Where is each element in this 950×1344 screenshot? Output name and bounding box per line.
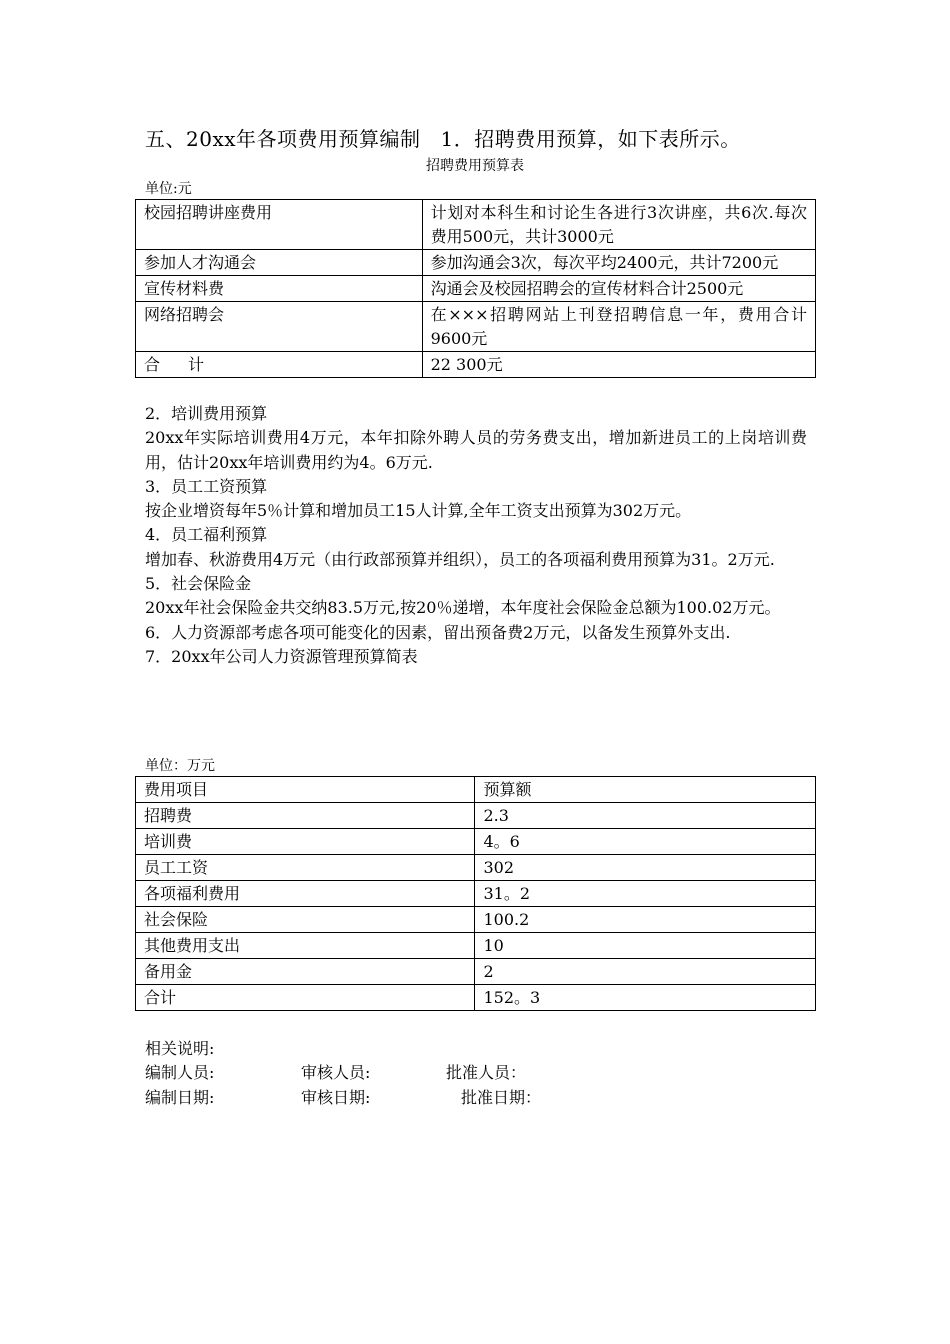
table-cell-item: 备用金	[136, 959, 475, 985]
table-row	[136, 200, 816, 250]
table-cell-item: 社会保险	[136, 907, 475, 933]
table-row	[136, 302, 816, 352]
table-total-row	[136, 352, 816, 378]
table-cell-item: 员工工资	[136, 855, 475, 881]
table-row	[136, 959, 816, 985]
signature-row-dates	[145, 1085, 745, 1109]
table-header-row	[136, 777, 816, 803]
hr-budget-summary-table	[135, 776, 816, 1011]
prepared-by-label: 编制人员:	[145, 1063, 215, 1082]
table-row	[136, 829, 816, 855]
table1-caption: 招聘费用预算表	[426, 158, 524, 174]
table-cell-item: 宣传材料费	[136, 276, 423, 302]
table-cell-desc: 在×××招聘网站上刊登招聘信息一年，费用合计9600元	[422, 302, 815, 352]
paragraph: 4．员工福利预算	[145, 525, 268, 545]
table-cell-item: 培训费	[136, 829, 475, 855]
table-cell-item: 合计	[136, 985, 475, 1011]
paragraph: 3．员工工资预算	[145, 476, 268, 496]
table-cell-item: 校园招聘讲座费用	[136, 200, 423, 250]
table-row	[136, 276, 816, 302]
table-cell-total-value: 22 300元	[422, 352, 815, 378]
table-row	[136, 250, 816, 276]
approved-date-label: 批准日期：	[461, 1088, 542, 1107]
prepared-date-label: 编制日期:	[145, 1088, 215, 1107]
table-cell-item: 其他费用支出	[136, 933, 475, 959]
table-cell-amount: 4。6	[475, 829, 816, 855]
table-row	[136, 803, 816, 829]
paragraph: 增加春、秋游费用4万元（由行政部预算并组织），员工的各项福利费用预算为31。2万元.	[145, 549, 775, 569]
table-cell-item: 招聘费	[136, 803, 475, 829]
table-cell-item: 参加人才沟通会	[136, 250, 423, 276]
paragraph: 7．20xx年公司人力资源管理预算简表	[145, 646, 418, 666]
reviewed-date-label: 审核日期:	[301, 1088, 371, 1107]
table-cell-amount: 2	[475, 959, 816, 985]
section-heading-subtitle: 1．招聘费用预算，如下表所示。	[440, 127, 741, 151]
table-header-cell: 费用项目	[136, 777, 475, 803]
paragraph: 6．人力资源部考虑各项可能变化的因素，留出预备费2万元，以备发生预算外支出.	[145, 622, 731, 642]
paragraph: 20xx年实际培训费用4万元，本年扣除外聘人员的劳务费支出，增加新进员工的上岗培训费用，估计20xx年培训费用约为4。6万元.	[145, 428, 807, 472]
table2-unit: 单位：万元	[145, 758, 215, 774]
table-cell-desc: 沟通会及校园招聘会的宣传材料合计2500元	[422, 276, 815, 302]
table-cell-amount: 2.3	[475, 803, 816, 829]
signature-row-people	[145, 1060, 745, 1084]
table-cell-amount: 302	[475, 855, 816, 881]
table-row	[136, 855, 816, 881]
table-cell-item: 网络招聘会	[136, 302, 423, 352]
table-cell-amount: 152。3	[475, 985, 816, 1011]
table-row	[136, 881, 816, 907]
notes-title: 相关说明:	[145, 1039, 215, 1058]
table-row	[136, 933, 816, 959]
table-cell-desc: 计划对本科生和讨论生各进行3次讲座，共6次.每次费用500元，共计3000元	[422, 200, 815, 250]
table1-unit: 单位:元	[145, 181, 192, 197]
section-heading	[145, 123, 741, 152]
reviewed-by-label: 审核人员:	[301, 1063, 371, 1082]
paragraph: 5．社会保险金	[145, 574, 252, 594]
approved-by-label: 批准人员：	[446, 1063, 527, 1082]
section-heading-title: 五、20xx年各项费用预算编制	[145, 127, 421, 151]
total-label-char-2: 计	[188, 355, 205, 374]
total-label-char-1: 合	[144, 355, 161, 374]
table-header-cell: 预算额	[475, 777, 816, 803]
table-cell-desc: 参加沟通会3次，每次平均2400元，共计7200元	[422, 250, 815, 276]
body-paragraphs	[145, 402, 807, 669]
recruitment-budget-table	[135, 199, 816, 378]
paragraph: 2．培训费用预算	[145, 404, 268, 423]
table-cell-amount: 10	[475, 933, 816, 959]
table-cell-item: 各项福利费用	[136, 881, 475, 907]
table-cell-amount: 31。2	[475, 881, 816, 907]
table-cell-amount: 100.2	[475, 907, 816, 933]
table-row	[136, 985, 816, 1011]
paragraph: 按企业增资每年5％计算和增加员工15人计算,全年工资支出预算为302万元。	[145, 501, 692, 521]
table-cell-total-label	[136, 352, 423, 378]
paragraph: 20xx年社会保险金共交纳83.5万元,按20％递增，本年度社会保险金总额为100.02万元。	[145, 598, 781, 618]
table-row	[136, 907, 816, 933]
